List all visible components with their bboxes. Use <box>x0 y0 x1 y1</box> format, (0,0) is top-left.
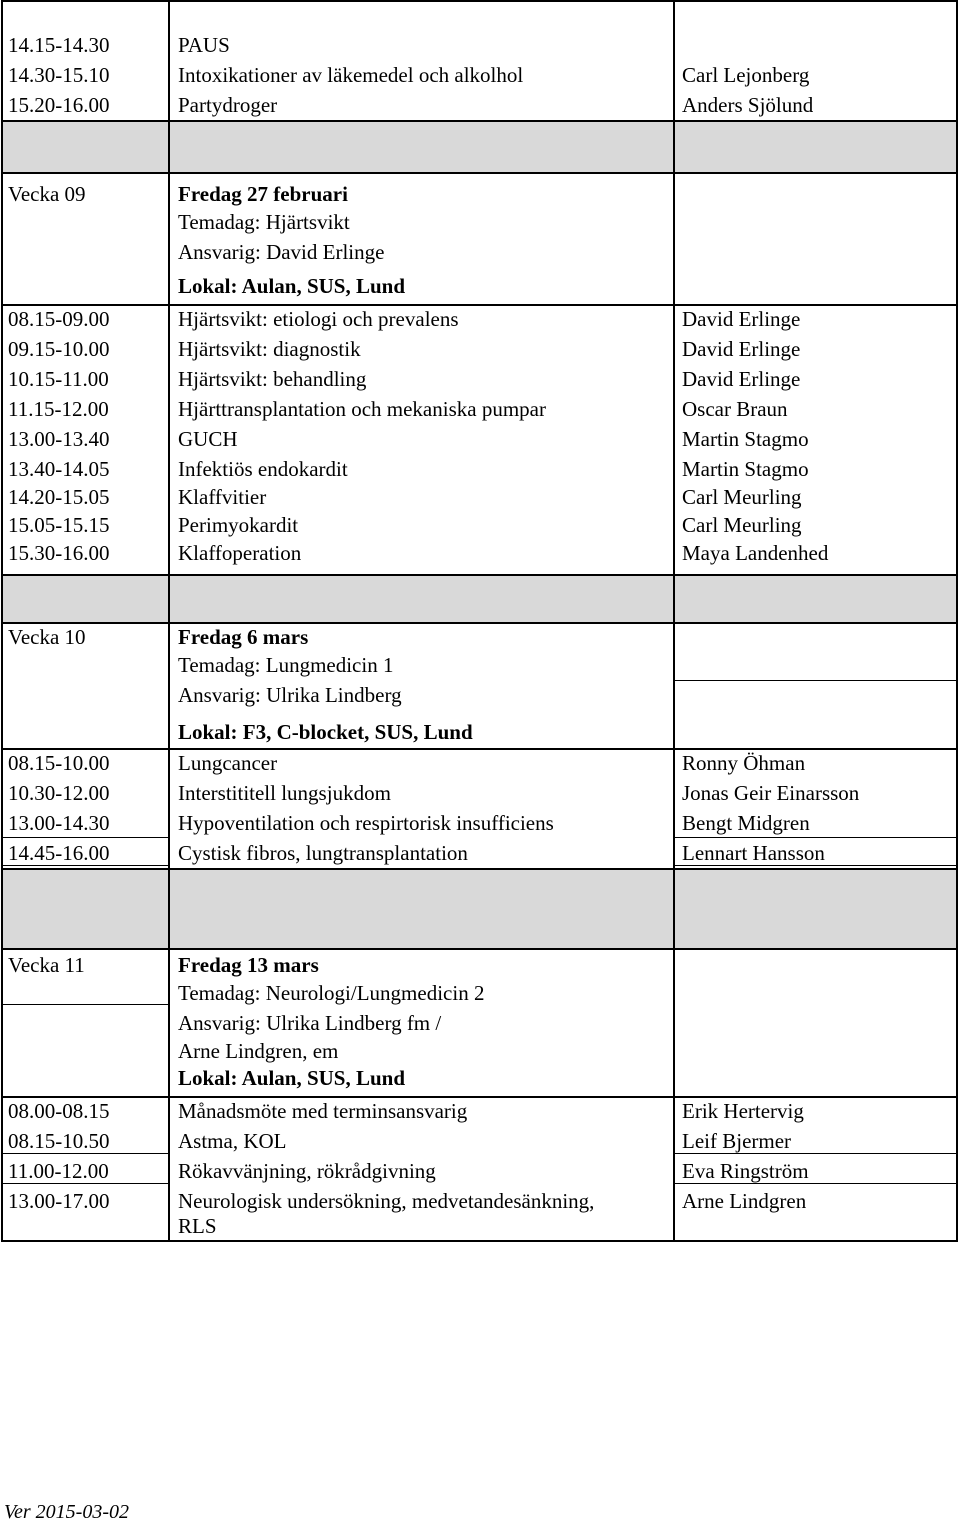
separator-row <box>1 574 958 622</box>
border-right <box>956 0 958 1242</box>
row-divider <box>674 680 958 681</box>
speaker-cell: Lennart Hansson <box>682 841 825 865</box>
speaker-cell: Jonas Geir Einarsson <box>682 781 860 805</box>
row-divider <box>1 574 958 576</box>
table-row <box>1 748 958 778</box>
border-left <box>1 0 3 1242</box>
time-cell: 11.15-12.00 <box>8 397 109 421</box>
time-cell: 09.15-10.00 <box>8 337 110 361</box>
table-row <box>1 90 958 120</box>
topic-cell: Intoxikationer av läkemedel och alkolhol <box>178 63 524 87</box>
topic-cell: Hypoventilation och respirtorisk insufficiens <box>178 811 554 835</box>
row-divider <box>1 1183 169 1184</box>
responsible-label: Ansvarig: Ulrika Lindberg fm / <box>178 1011 442 1035</box>
border-bottom <box>1 1240 958 1242</box>
row-divider <box>674 1183 958 1184</box>
week-header <box>1 622 958 748</box>
version-footer: Ver 2015-03-02 <box>4 1501 129 1523</box>
responsible-label-2: Arne Lindgren, em <box>178 1039 339 1063</box>
location-label: Lokal: Aulan, SUS, Lund <box>178 1066 406 1090</box>
topic-cell: Interstititell lungsjukdom <box>178 781 391 805</box>
day-label: Fredag 6 mars <box>178 625 309 649</box>
speaker-cell: Maya Landenhed <box>682 541 829 565</box>
table-row <box>1 778 958 808</box>
table-row <box>1 538 958 568</box>
topic-cell: Månadsmöte med terminsansvarig <box>178 1099 468 1123</box>
speaker-cell: Martin Stagmo <box>682 427 809 451</box>
table-row <box>1 30 958 60</box>
table-row <box>1 364 958 394</box>
topic-cell: Hjärtsvikt: behandling <box>178 367 367 391</box>
topic-cell: Klaffvitier <box>178 485 267 509</box>
row-divider <box>1 868 958 870</box>
week-header <box>1 172 958 304</box>
theme-label: Temadag: Hjärtsvikt <box>178 210 350 234</box>
table-row <box>1 454 958 482</box>
table-row <box>1 424 958 454</box>
table-row <box>1 304 958 334</box>
speaker-cell: Arne Lindgren <box>682 1189 807 1213</box>
responsible-label: Ansvarig: Ulrika Lindberg <box>178 683 402 707</box>
topic-cell-continued: RLS <box>178 1214 217 1238</box>
topic-cell: Hjärtsvikt: diagnostik <box>178 337 361 361</box>
time-cell: 08.15-09.00 <box>8 307 110 331</box>
row-divider <box>1 1096 958 1098</box>
speaker-cell: Carl Lejonberg <box>682 63 810 87</box>
border-top <box>1 0 958 2</box>
table-row <box>1 838 958 868</box>
topic-cell: Lungcancer <box>178 751 278 775</box>
time-cell: 15.20-16.00 <box>8 93 110 117</box>
responsible-label: Ansvarig: David Erlinge <box>178 240 385 264</box>
topic-cell: Rökavvänjning, rökrådgivning <box>178 1159 436 1183</box>
table-row <box>1 808 958 838</box>
speaker-cell: Carl Meurling <box>682 485 802 509</box>
time-cell: 13.40-14.05 <box>8 457 110 481</box>
time-cell: 10.15-11.00 <box>8 367 109 391</box>
topic-cell: Neurologisk undersökning, medvetandesänkning, <box>178 1189 595 1213</box>
day-label: Fredag 13 mars <box>178 953 319 977</box>
row-divider <box>674 837 958 838</box>
speaker-cell: Anders Sjölund <box>682 93 814 117</box>
table-row <box>1 1186 958 1240</box>
location-label: Lokal: F3, C-blocket, SUS, Lund <box>178 720 473 744</box>
topic-cell: Hjärttransplantation och mekaniska pumpar <box>178 397 546 421</box>
row-divider <box>1 172 958 174</box>
table-row <box>1 60 958 90</box>
time-cell: 14.45-16.00 <box>8 841 110 865</box>
speaker-cell: Eva Ringström <box>682 1159 809 1183</box>
time-cell: 14.15-14.30 <box>8 33 110 57</box>
column-divider <box>168 0 170 1242</box>
speaker-cell: Leif Bjermer <box>682 1129 792 1153</box>
week-label: Vecka 10 <box>8 625 86 649</box>
topic-cell: PAUS <box>178 33 230 57</box>
speaker-cell: Ronny Öhman <box>682 751 806 775</box>
separator-row <box>1 868 958 948</box>
speaker-cell: Martin Stagmo <box>682 457 809 481</box>
time-cell: 13.00-13.40 <box>8 427 110 451</box>
time-cell: 10.30-12.00 <box>8 781 110 805</box>
row-divider <box>1 865 169 866</box>
row-divider <box>1 120 958 122</box>
topic-cell: Astma, KOL <box>178 1129 287 1153</box>
speaker-cell: Erik Hertervig <box>682 1099 804 1123</box>
speaker-cell: David Erlinge <box>682 307 801 331</box>
topic-cell: GUCH <box>178 427 238 451</box>
table-row <box>1 482 958 510</box>
day-label: Fredag 27 februari <box>178 182 348 206</box>
time-cell: 11.00-12.00 <box>8 1159 109 1183</box>
time-cell: 08.00-08.15 <box>8 1099 110 1123</box>
row-divider <box>1 837 169 838</box>
row-divider <box>1 304 958 306</box>
row-divider <box>1 748 958 750</box>
time-cell: 13.00-17.00 <box>8 1189 110 1213</box>
time-cell: 14.30-15.10 <box>8 63 110 87</box>
topic-cell: Cystisk fibros, lungtransplantation <box>178 841 468 865</box>
location-label: Lokal: Aulan, SUS, Lund <box>178 274 406 298</box>
row-divider <box>1 1004 169 1005</box>
table-row <box>1 1156 958 1186</box>
row-divider <box>674 1153 958 1154</box>
speaker-cell: Bengt Midgren <box>682 811 810 835</box>
column-divider <box>673 0 675 1242</box>
time-cell: 15.05-15.15 <box>8 513 110 537</box>
topic-cell: Klaffoperation <box>178 541 302 565</box>
week-header <box>1 948 958 1096</box>
topic-cell: Perimyokardit <box>178 513 299 537</box>
time-cell: 15.30-16.00 <box>8 541 110 565</box>
row-divider <box>674 865 958 866</box>
week-label: Vecka 11 <box>8 953 85 977</box>
row-divider <box>1 622 958 624</box>
table-row <box>1 510 958 538</box>
time-cell: 08.15-10.50 <box>8 1129 110 1153</box>
time-cell: 13.00-14.30 <box>8 811 110 835</box>
table-row <box>1 394 958 424</box>
theme-label: Temadag: Lungmedicin 1 <box>178 653 394 677</box>
theme-label: Temadag: Neurologi/Lungmedicin 2 <box>178 981 485 1005</box>
speaker-cell: David Erlinge <box>682 367 801 391</box>
time-cell: 14.20-15.05 <box>8 485 110 509</box>
topic-cell: Infektiös endokardit <box>178 457 348 481</box>
table-row <box>1 1126 958 1156</box>
speaker-cell: David Erlinge <box>682 337 801 361</box>
speaker-cell: Oscar Braun <box>682 397 788 421</box>
table-row <box>1 1096 958 1126</box>
table-row <box>1 334 958 364</box>
row-divider <box>1 1153 169 1154</box>
time-cell: 08.15-10.00 <box>8 751 110 775</box>
topic-cell: Hjärtsvikt: etiologi och prevalens <box>178 307 459 331</box>
topic-cell: Partydroger <box>178 93 278 117</box>
week-label: Vecka 09 <box>8 182 86 206</box>
separator-row <box>1 120 958 172</box>
speaker-cell: Carl Meurling <box>682 513 802 537</box>
row-divider <box>1 948 958 950</box>
